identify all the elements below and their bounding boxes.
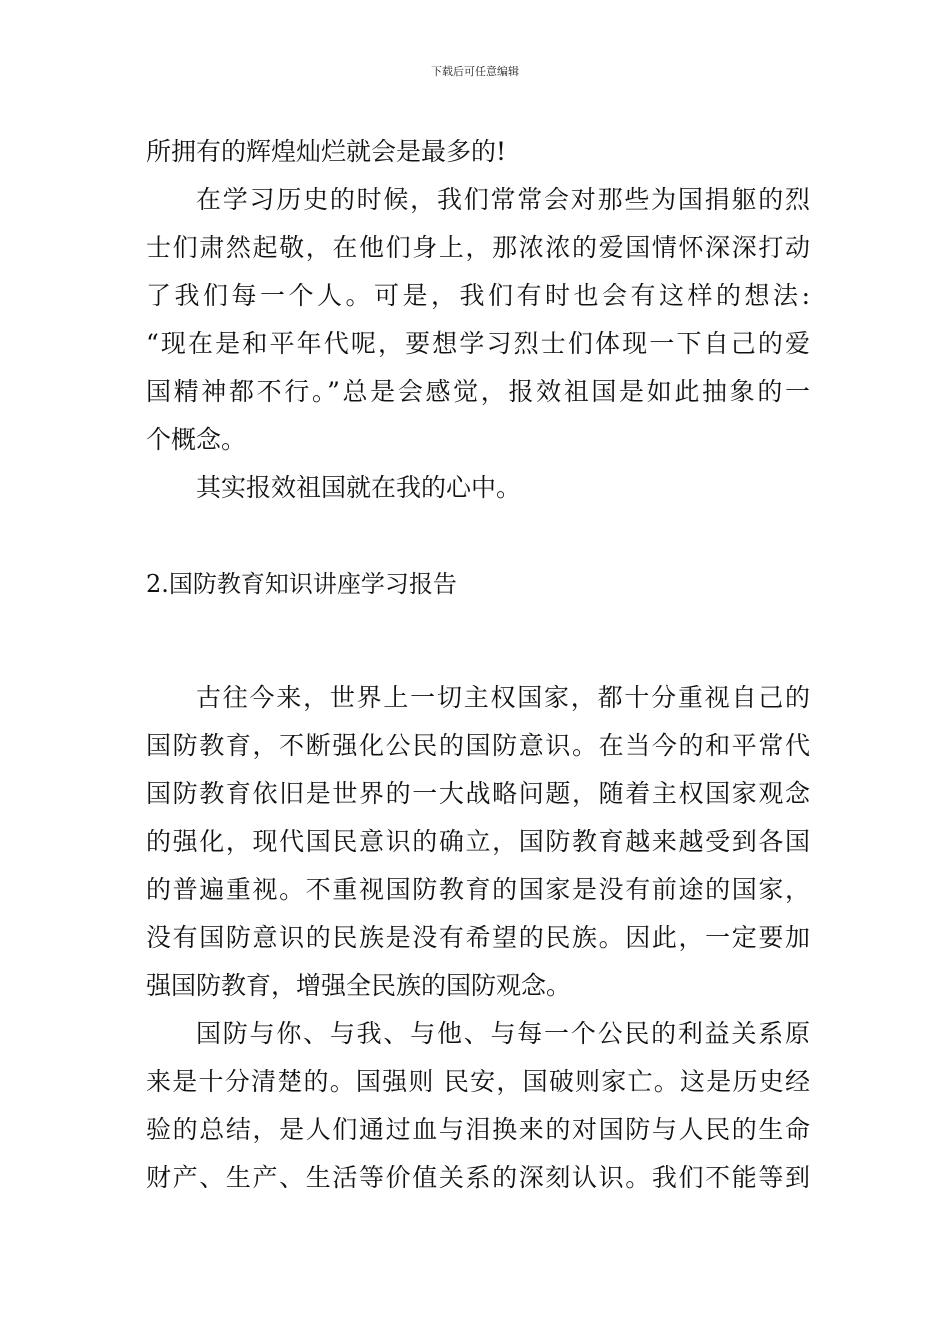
paragraph-1 — [146, 128, 810, 176]
paragraph-2 — [146, 176, 810, 464]
spacer — [146, 608, 810, 656]
paragraph-5 — [146, 1010, 810, 1202]
paragraph-3 — [146, 464, 810, 512]
text-line: 所拥有的辉煌灿烂就会是最多的! — [146, 137, 507, 166]
paragraph-4 — [146, 674, 810, 1010]
text-line: 个概念。 — [146, 425, 247, 454]
text-line: 国精神都不行。”总是会感觉，报效祖国是如此抽象的一 — [146, 377, 810, 406]
page-header: 下载后可任意编辑 — [431, 65, 519, 78]
text-line: 士们肃然起敬，在他们身上，那浓浓的爱国情怀深深打动 — [146, 233, 810, 262]
text-line: 的强化，现代国民意识的确立，国防教育越来越受到各国 — [146, 827, 810, 856]
spacer — [146, 656, 810, 674]
text-line: 国防教育依旧是世界的一大战略问题，随着主权国家观念 — [146, 779, 810, 808]
text-line: 了我们每一个人。可是，我们有时也会有这样的想法: — [146, 281, 810, 310]
text-line: 来是十分清楚的。国强则 民安，国破则家亡。这是历史经 — [146, 1067, 810, 1096]
text-line: 国防与你、与我、与他、与每一个公民的利益关系原 — [196, 1019, 810, 1048]
document-body — [146, 128, 810, 1202]
text-line: “现在是和平年代呢，要想学习烈士们体现一下自己的爱 — [146, 329, 810, 358]
text-line: 古往今来，世界上一切主权国家，都十分重视自己的 — [196, 683, 810, 712]
text-line: 国防教育，不断强化公民的国防意识。在当今的和平常代 — [146, 731, 810, 760]
text-line: 验的总结，是人们通过血与泪换来的对国防与人民的生命 — [146, 1115, 810, 1144]
text-line: 财产、生产、生活等价值关系的深刻认识。我们不能等到 — [146, 1163, 810, 1192]
text-line: 没有国防意识的民族是没有希望的民族。因此，一定要加 — [146, 923, 810, 952]
text-line: 在学习历史的时候，我们常常会对那些为国捐躯的烈 — [196, 185, 810, 214]
spacer — [146, 512, 810, 560]
text-line: 的普遍重视。不重视国防教育的国家是没有前途的国家， — [146, 875, 810, 904]
text-line: 其实报效祖国就在我的心中。 — [196, 473, 522, 502]
section-heading: 2.国防教育知识讲座学习报告 — [146, 570, 457, 598]
text-line: 强国防教育，增强全民族的国防观念。 — [146, 971, 572, 1000]
